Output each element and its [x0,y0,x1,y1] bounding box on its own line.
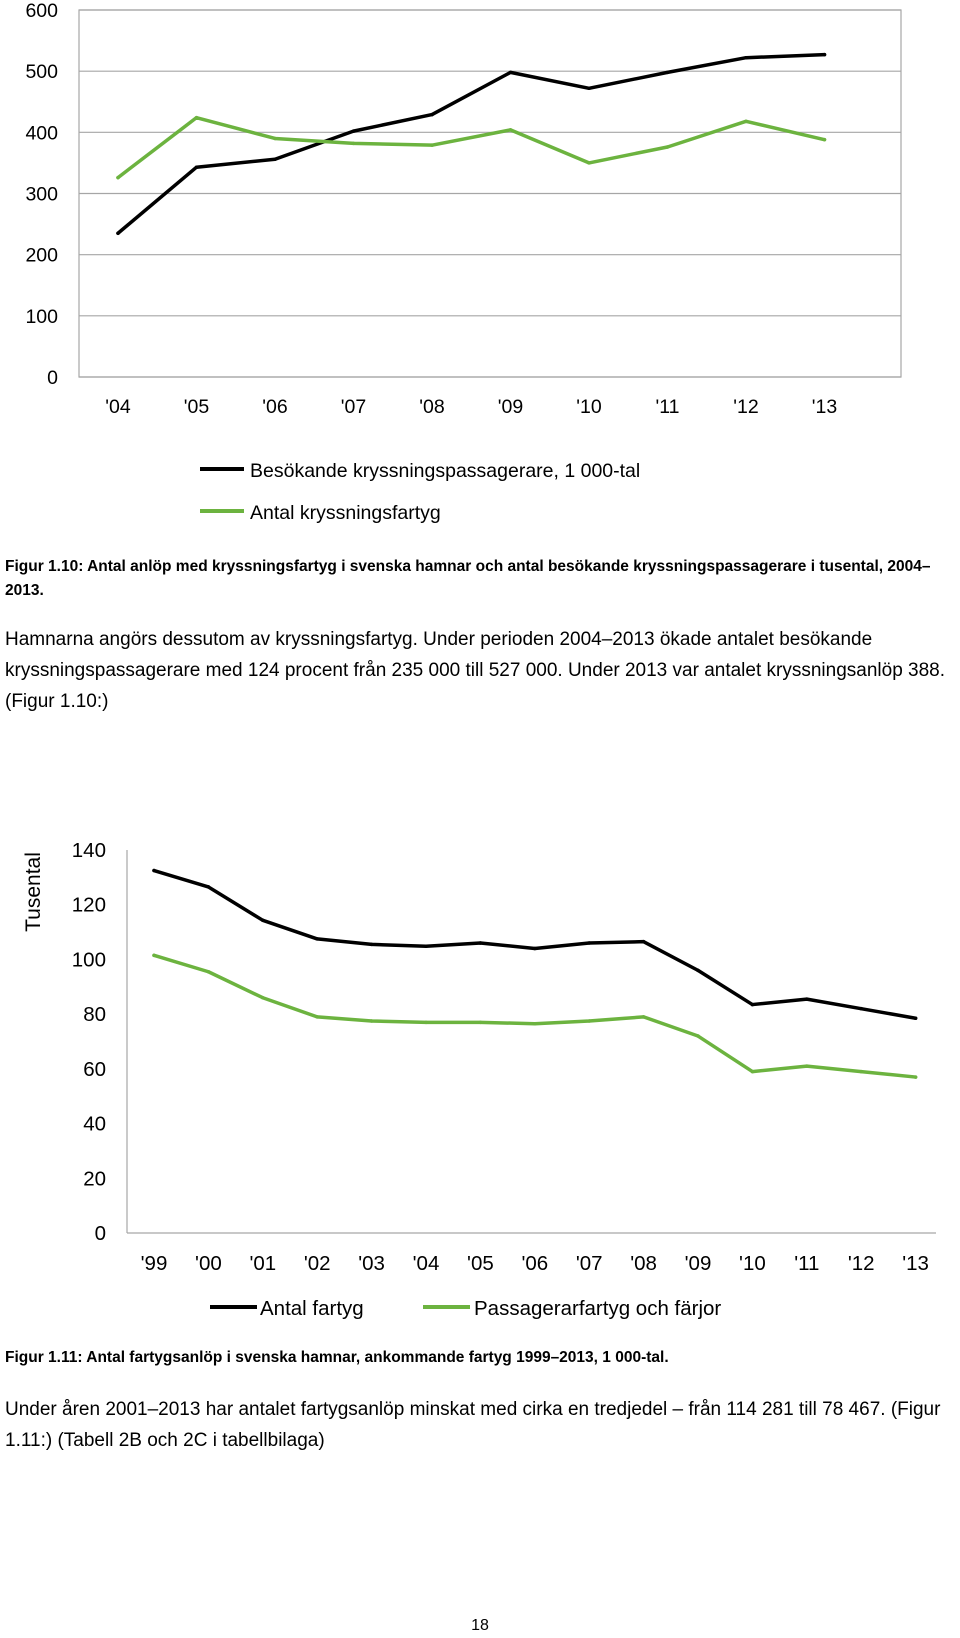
data-point [859,1007,863,1011]
data-point [207,970,211,974]
x-tick-label: '10 [576,396,602,418]
data-point [805,997,809,1001]
cruise-chart [0,0,960,530]
series-line-1 [118,118,825,178]
data-point [261,919,265,923]
x-tick-label: '04 [105,396,131,418]
data-point [751,1070,755,1074]
data-point [805,1064,809,1068]
data-point [823,138,827,142]
x-tick-label: '13 [811,396,838,418]
data-point [152,869,156,873]
chart2-y-axis [72,839,106,1245]
data-point [859,1070,863,1074]
y-tick-label: 300 [25,183,58,206]
data-point [273,157,277,161]
x-tick-label: '03 [358,1252,385,1275]
data-point [352,142,356,146]
data-point [696,969,700,973]
data-point [479,1021,483,1025]
data-point [315,1015,319,1019]
x-tick-label: '07 [575,1252,603,1275]
data-point [424,945,428,949]
x-tick-label: '01 [249,1252,277,1275]
legend-label-cruise-ships: Antal kryssningsfartyg [250,502,441,524]
y-tick-label: 200 [25,244,58,267]
data-point [533,1022,537,1026]
y-tick-label: 100 [71,948,106,972]
x-tick-label: '09 [497,396,524,418]
y-tick-label: 140 [71,839,106,862]
x-tick-label: '12 [733,396,759,418]
data-point [914,1075,918,1079]
chart1-gridlines [79,10,901,377]
data-point [430,143,434,147]
x-tick-label: '11 [655,396,680,418]
y-tick-label: 80 [83,1003,106,1027]
data-point [696,1034,700,1038]
ship-calls-chart [0,820,960,1335]
data-point [744,56,748,60]
data-point [352,129,356,133]
x-tick-label: '13 [902,1252,929,1275]
data-point [587,1019,591,1023]
data-point [315,937,319,941]
x-tick-label: '02 [303,1252,331,1275]
x-tick-label: '12 [847,1252,875,1275]
x-tick-label: '00 [195,1252,222,1275]
y-tick-label: 40 [83,1112,106,1136]
data-point [509,128,513,132]
x-tick-label: '05 [183,396,210,418]
data-point [587,161,591,165]
y-tick-label: 500 [25,61,58,84]
legend-label-all-ships: Antal fartyg [260,1297,364,1320]
x-tick-label: '08 [630,1252,657,1275]
page-number: 18 [471,1617,489,1634]
series-line-0 [118,55,825,234]
y-tick-label: 0 [47,367,58,389]
data-point [479,941,483,945]
chart1-series [116,53,826,235]
chart2-legend [210,1297,721,1320]
legend-label-passenger-ferries: Passagerarfartyg och färjor [474,1297,722,1320]
x-tick-label: '08 [419,396,445,418]
data-point [642,1015,646,1019]
chart2-x-axis [141,1252,929,1275]
data-point [116,176,120,180]
y-tick-label: 120 [71,893,106,917]
data-point [666,71,670,75]
data-point [744,120,748,124]
y-tick-label: 400 [25,122,58,145]
paragraph-cruise: Hamnarna angörs dessutom av kryssningsfartyg. Under perioden 2004–2013 ökade antalet besökande kryssningspassagerare med 124 procent från 235 000 till 527 000. Under 2013 var antalet kryssningsanlöp 388. (Figur 1.10:) [5,629,946,712]
y-tick-label: 100 [25,305,58,328]
data-point [751,1003,755,1007]
x-tick-label: '05 [467,1252,494,1275]
data-point [195,116,199,120]
data-point [587,87,591,91]
data-point [152,954,156,958]
x-tick-label: '07 [340,396,367,418]
series-line-0 [154,871,916,1019]
x-tick-label: '09 [684,1252,712,1275]
data-point [261,996,265,1000]
data-point [370,1019,374,1023]
data-point [207,885,211,889]
chart2-y-axis-title: Tusental [22,852,45,932]
data-point [914,1016,918,1020]
x-tick-label: '06 [262,396,288,418]
data-point [587,941,591,945]
x-tick-label: '10 [739,1252,766,1275]
data-point [430,113,434,117]
data-point [195,165,199,169]
x-tick-label: '04 [412,1252,440,1275]
data-point [509,71,513,75]
y-tick-label: 20 [83,1167,106,1191]
x-tick-label: '06 [521,1252,549,1275]
chart1-x-axis [105,396,837,418]
data-point [273,137,277,141]
data-point [642,940,646,944]
paragraph-ship-calls: Under åren 2001–2013 har antalet fartygsanlöp minskat med cirka en tredjedel – från 114 281 till 78 467. (Figur 1.11:) (Tabell 2B och 2C i tabellbilaga) [5,1399,941,1451]
series-line-1 [154,955,916,1077]
data-point [533,947,537,951]
x-tick-label: '11 [794,1252,820,1275]
y-tick-label: 60 [83,1057,106,1081]
data-point [370,943,374,947]
chart2-series [152,869,917,1079]
data-point [116,232,120,236]
figure-caption-1-11: Figur 1.11: Antal fartygsanlöp i svenska hamnar, ankommande fartyg 1999–2013, 1 000-tal. [5,1349,669,1366]
data-point [666,145,670,149]
chart1-y-axis [25,0,58,389]
figure-caption-1-10: Figur 1.10: Antal anlöp med kryssningsfartyg i svenska hamnar och antal besökande kryssningspassagerare i tusental, 2004–2013. [5,558,931,599]
y-tick-label: 600 [25,0,58,22]
chart1-legend [200,460,640,524]
data-point [823,53,827,57]
x-tick-label: '99 [140,1252,168,1275]
y-tick-label: 0 [94,1222,106,1245]
data-point [424,1021,428,1025]
legend-label-passengers: Besökande kryssningspassagerare, 1 000-tal [250,460,641,482]
